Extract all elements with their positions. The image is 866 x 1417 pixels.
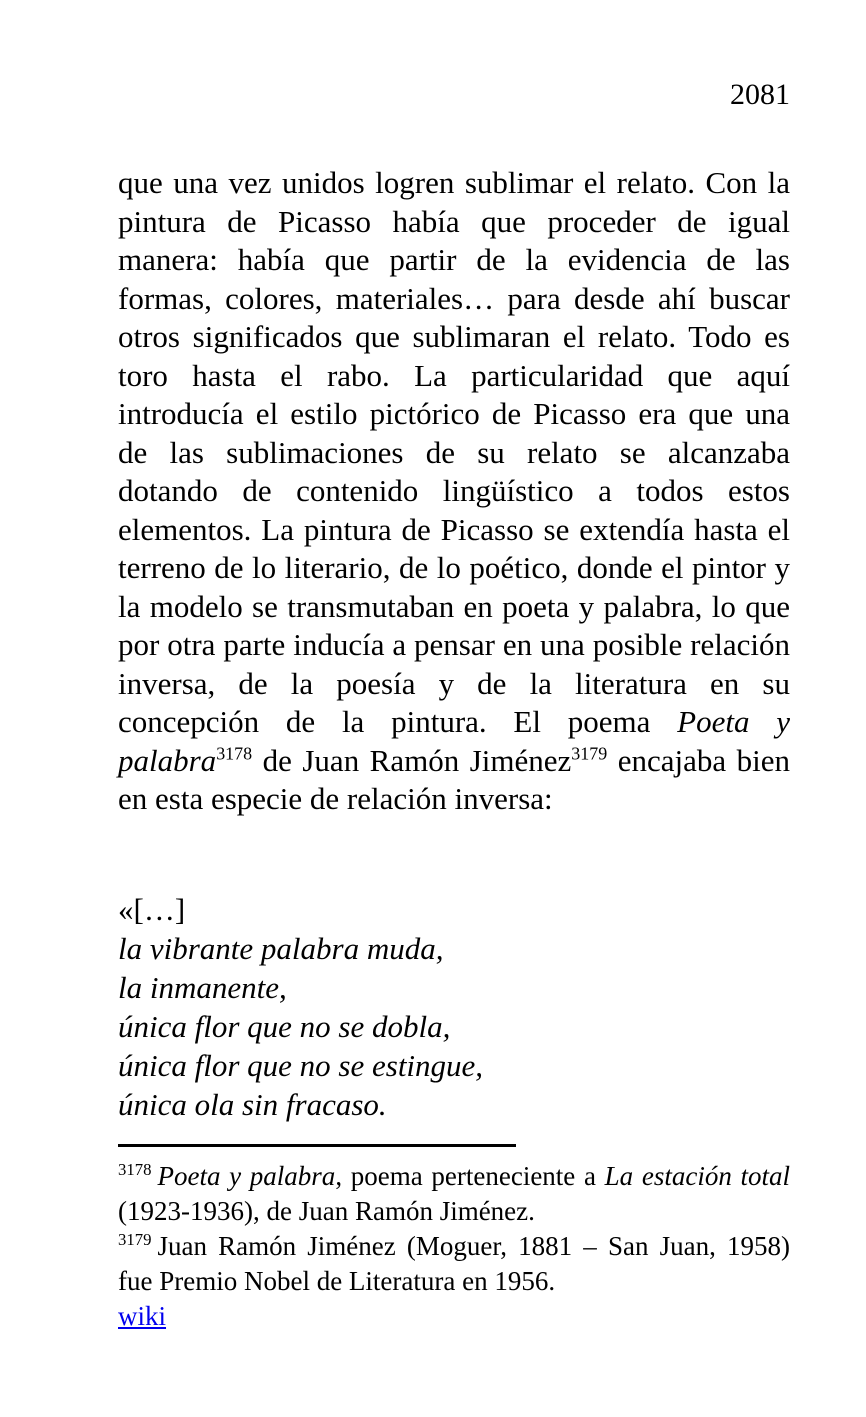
footnote-3178 bbox=[118, 1159, 790, 1229]
footnotes-section bbox=[118, 1144, 790, 1334]
poem-line: la vibrante palabra muda, bbox=[118, 931, 444, 966]
poem-line: «[…] bbox=[118, 892, 186, 927]
body-paragraph: que una vez unidos logren sublimar el relato. Con la pintura de Picasso había que proceder de igual manera: había que partir de la evidencia de las formas, colores, materiales… para desde ahí buscar otros significados que sublimaran el relato. Todo es toro hasta el rabo. La particularidad que aquí introducía el estilo pictórico de Picasso era que una de las sublimaciones de su relato se alcanzaba dotando de contenido lingüístico a todos estos elementos. La pintura de Picasso se extendía hasta el terreno de lo literario, de lo poético, donde el pintor y la modelo se transmutaban en poeta y palabra, lo que por otra parte inducía a pensar en una posible relación inversa, de la poesía y de la literatura en su concepción de la pintura. El poema Poeta y palabra$^{3178}$ de Juan Ramón Jiménez$^{3179}$ encajaba bien en esta especie de relación inversa: bbox=[118, 165, 790, 816]
page-header bbox=[118, 78, 790, 112]
page-body bbox=[118, 164, 790, 819]
wiki-link[interactable]: wiki bbox=[118, 1301, 167, 1331]
footnote-marker: 3178 bbox=[118, 1160, 152, 1179]
footnote-separator bbox=[118, 1144, 516, 1147]
poem-line: única ola sin fracaso. bbox=[118, 1087, 387, 1122]
poem-line: única flor que no se estingue, bbox=[118, 1048, 484, 1083]
footnote-marker: 3179 bbox=[118, 1230, 152, 1249]
poem-line: la inmanente, bbox=[118, 970, 287, 1005]
footnote-text: Poeta y palabra, poema perteneciente a La estación total (1923-1936), de Juan Ramón Jiménez. bbox=[118, 1161, 790, 1226]
footnote-text: Juan Ramón Jiménez (Moguer, 1881 – San Juan, 1958) fue Premio Nobel de Literatura en 1956. bbox=[118, 1231, 790, 1296]
poem-block bbox=[118, 890, 790, 1124]
poem-line: única flor que no se dobla, bbox=[118, 1009, 451, 1044]
footnote-3179 bbox=[118, 1229, 790, 1299]
page-number: 2081 bbox=[730, 78, 790, 111]
